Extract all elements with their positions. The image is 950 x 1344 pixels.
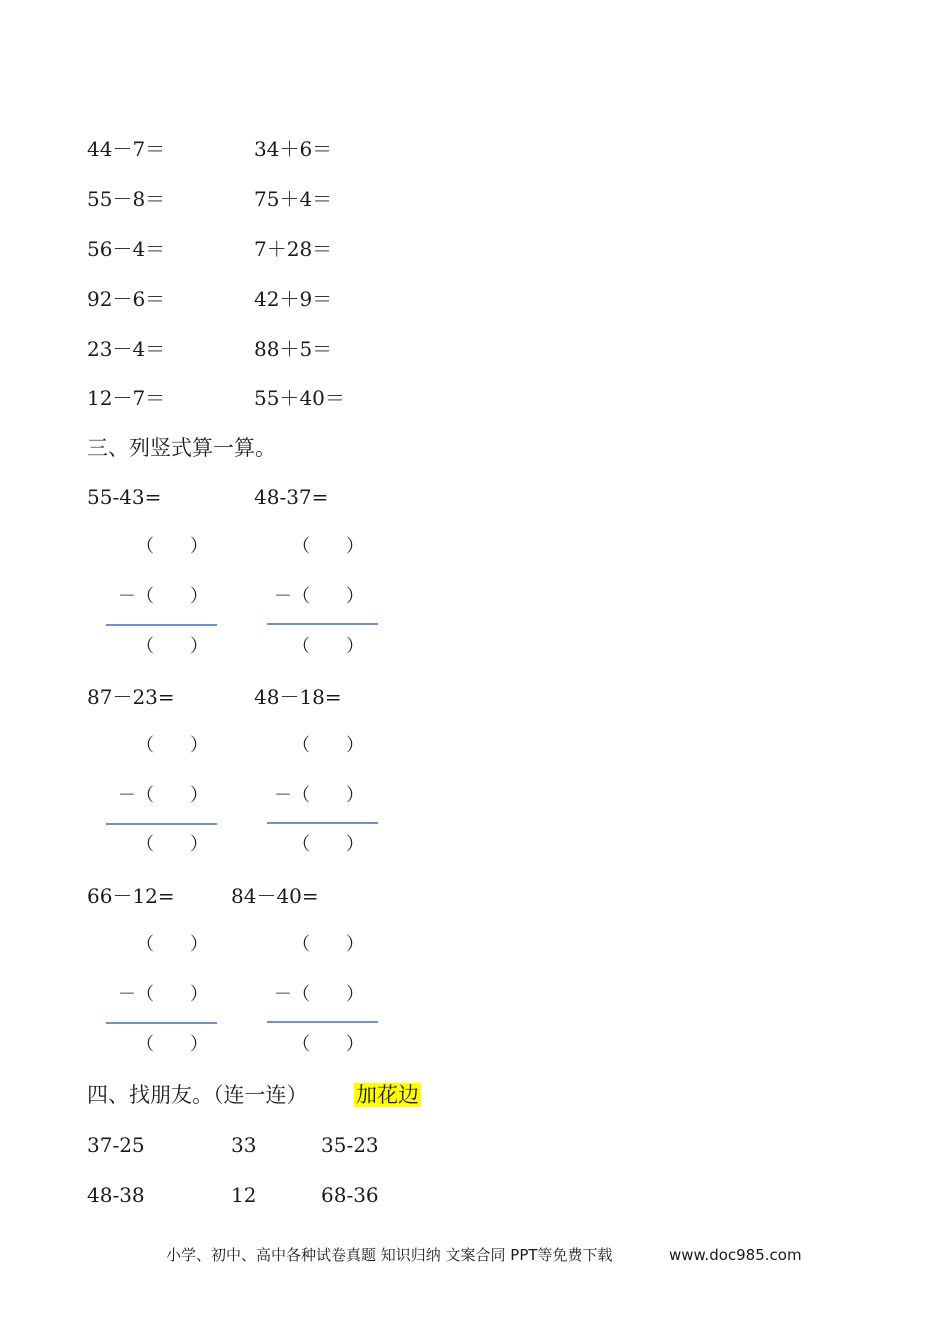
match-expression-right[interactable]: 68-36 [321, 1183, 379, 1207]
match-expression-right[interactable]: 35-23 [321, 1133, 379, 1157]
calc-left-4: 92－6＝ [87, 287, 166, 311]
match-expression-left[interactable]: 37-25 [87, 1133, 145, 1157]
section3-heading: 三、列竖式算一算。 [87, 436, 276, 460]
match-expression-left[interactable]: 48-38 [87, 1183, 145, 1207]
answer-blank[interactable]: （ ） [292, 1034, 364, 1055]
calc-right-2: 75＋4＝ [254, 187, 333, 211]
vertical-problem-6: 84－40= [231, 884, 319, 908]
answer-blank[interactable]: （ ） [292, 934, 364, 955]
answer-blank[interactable]: （ ） [292, 636, 364, 657]
match-answer[interactable]: 12 [231, 1183, 257, 1207]
answer-blank-minus[interactable]: －（ ） [118, 984, 208, 1005]
calc-left-2: 55－8＝ [87, 187, 166, 211]
section4-heading: 四、找朋友。（连一连） [87, 1083, 308, 1107]
answer-blank[interactable]: （ ） [136, 1034, 208, 1055]
match-answer[interactable]: 33 [231, 1133, 257, 1157]
footer-text: 小学、初中、高中各种试卷真题 知识归纳 文案合同 PPT等免费下载 [166, 1246, 613, 1264]
answer-blank[interactable]: （ ） [136, 636, 208, 657]
calc-left-5: 23－4＝ [87, 337, 166, 361]
sum-line [106, 624, 217, 626]
sum-line [106, 1022, 217, 1024]
sum-line [106, 823, 217, 825]
answer-blank-minus[interactable]: －（ ） [118, 586, 208, 607]
answer-blank-minus[interactable]: －（ ） [274, 586, 364, 607]
vertical-problem-1: 55-43= [87, 485, 162, 509]
calc-left-1: 44－7＝ [87, 137, 166, 161]
calc-right-4: 42＋9＝ [254, 287, 333, 311]
sum-line [267, 1021, 378, 1023]
answer-blank[interactable]: （ ） [136, 536, 208, 557]
vertical-problem-2: 48-37= [254, 485, 329, 509]
answer-blank-minus[interactable]: －（ ） [274, 785, 364, 806]
vertical-problem-5: 66－12= [87, 884, 175, 908]
answer-blank[interactable]: （ ） [136, 934, 208, 955]
answer-blank-minus[interactable]: －（ ） [118, 785, 208, 806]
calc-left-3: 56－4＝ [87, 237, 166, 261]
calc-right-3: 7＋28＝ [254, 237, 333, 261]
answer-blank[interactable]: （ ） [292, 735, 364, 756]
answer-blank[interactable]: （ ） [136, 834, 208, 855]
answer-blank[interactable]: （ ） [292, 536, 364, 557]
calc-left-6: 12－7＝ [87, 386, 166, 410]
answer-blank[interactable]: （ ） [136, 735, 208, 756]
footer-url[interactable]: www.doc985.com [669, 1246, 802, 1264]
sum-line [267, 822, 378, 824]
highlight-label: 加花边 [356, 1083, 419, 1107]
calc-right-6: 55＋40＝ [254, 386, 345, 410]
answer-blank[interactable]: （ ） [292, 834, 364, 855]
answer-blank-minus[interactable]: －（ ） [274, 984, 364, 1005]
calc-right-1: 34＋6＝ [254, 137, 333, 161]
vertical-problem-3: 87－23= [87, 685, 175, 709]
vertical-problem-4: 48－18= [254, 685, 342, 709]
sum-line [267, 623, 378, 625]
calc-right-5: 88＋5＝ [254, 337, 333, 361]
